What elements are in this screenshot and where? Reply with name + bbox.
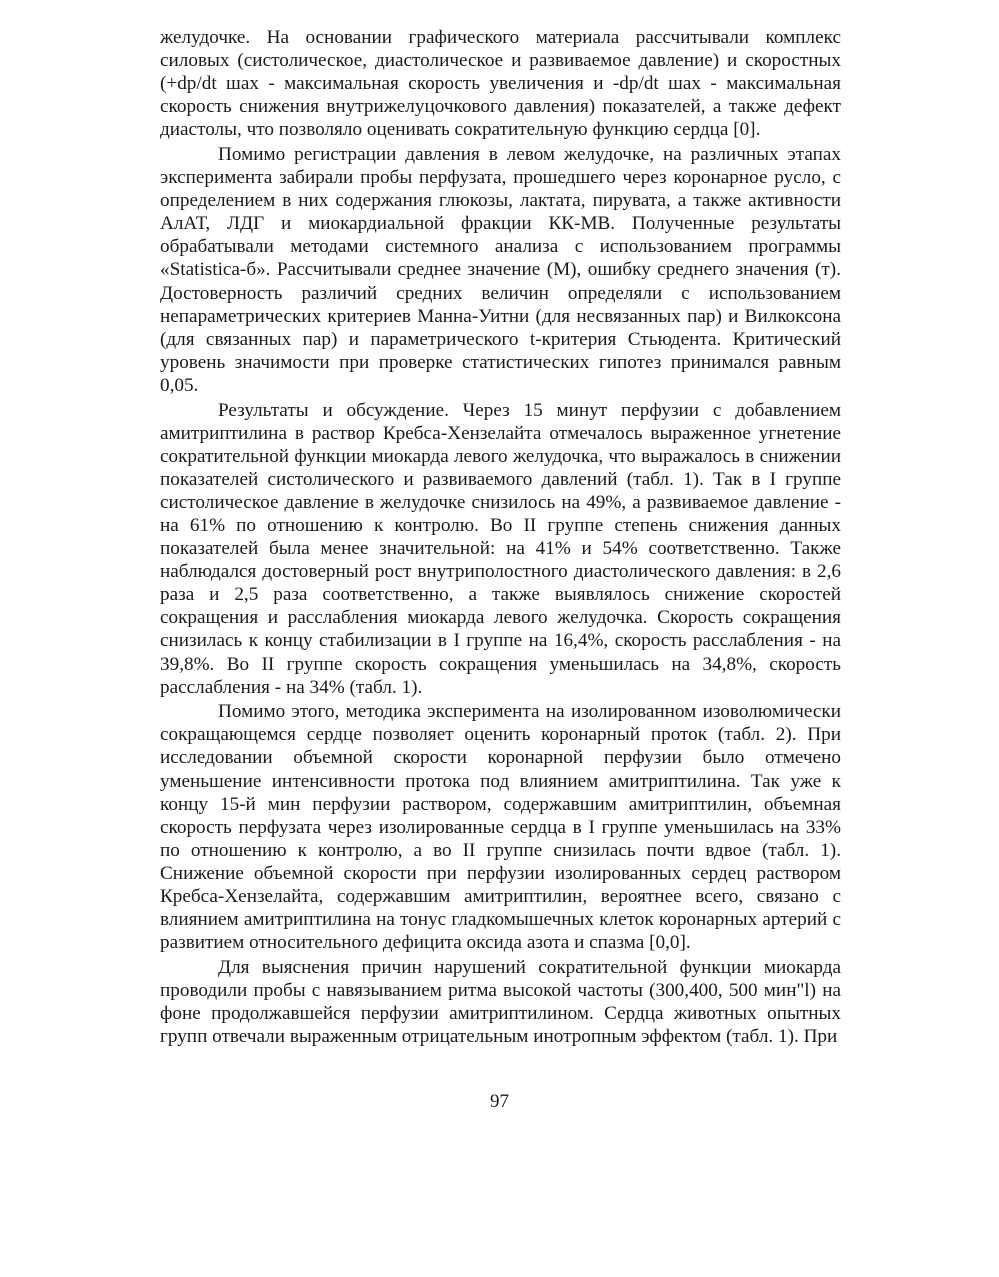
paragraph-pacing-tests: Для выяснения причин нарушений сократительной функции миокарда проводили пробы с навязыванием ритма высокой частоты (300,400, 500 мин"l) на фоне продолжавшейся перфузии амитриптилином. Сердца животных опытных групп отвечали выраженным отрицательным инотропным эффектом (табл. 1). При — [160, 956, 841, 1048]
paragraph-methods-statistics: Помимо регистрации давления в левом желудочке, на различных этапах эксперимента забирали пробы перфузата, прошедшего через коронарное русло, с определением в них содержания глюкозы, лактата, пирувата, а также активности АлАТ, ЛДГ и миокардиальной фракции КК-МВ. Полученные результаты обрабатывали методами системного анализа с использованием программы «Statistica-б». Рассчитывали среднее значение (М), ошибку среднего значения (т). Достоверность различий средних величин определяли с использованием непараметрических критериев Манна-Уитни (для несвязанных пар) и Вилкоксона (для связанных пар) и параметрического t-критерия Стьюдента. Критический уровень значимости при проверке статистических гипотез принимался равным 0,05. — [160, 143, 841, 396]
paragraph-coronary-flow: Помимо этого, методика эксперимента на изолированном изоволюмически сокращающемся сердце позволяет оценить коронарный проток (табл. 2). При исследовании объемной скорости коронарной перфузии было отмечено уменьшение интенсивности протока под влиянием амитриптилина. Так уже к концу 15-й мин перфузии раствором, содержавшим амитриптилин, объемная скорость перфузата через изолированные сердца в I группе уменьшилась на 33% по отношению к контролю, а во II группе снизилась почти вдвое (табл. 1). Снижение объемной скорости при перфузии изолированных сердец раствором Кребса-Хензелайта, содержавшим амитриптилин, вероятнее всего, связано с влиянием амитриптилина на тонус гладкомышечных клеток коронарных артерий с развитием относительного дефицита оксида азота и спазма [0,0]. — [160, 701, 841, 954]
page-body — [160, 26, 841, 1048]
paragraph-methods-end: желудочке. На основании графического материала рассчитывали комплекс силовых (систолическое, диастолическое и развиваемое давление) и скоростных (+dp/dt шах - максимальная скорость увеличения и -dp/dt шах - максимальная скорость снижения внутрижелуцочкового давления) показателей, а также дефект диастолы, что позволяло оценивать сократительную функцию сердца [0]. — [160, 27, 841, 141]
page-number: 97 — [490, 1091, 509, 1112]
paragraph-results: Результаты и обсуждение. Через 15 минут перфузии с добавлением амитриптилина в раствор Кребса-Хензелайта отмечалось выраженное угнетение сократительной функции миокарда левого желудочка, что выражалось в снижении показателей систолического и развиваемого давлений (табл. 1). Так в I группе систолическое давление в желудочке снизилось на 49%, а развиваемое давление - на 61% по отношению к контролю. Во II группе степень снижения данных показателей была менее значительной: на 41% и 54% соответственно. Также наблюдался достоверный рост внутриполостного диастолического давления: в 2,6 раза и 2,5 раза соответственно, а также выявлялось снижение скоростей сокращения и расслабления миокарда левого желудочка. Скорость сокращения снизилась к концу стабилизации в I группе на 16,4%, скорость расслабления - на 39,8%. Во II группе скорость сокращения уменьшилась на 34,8%, скорость расслабления - на 34% (табл. 1). — [160, 399, 841, 698]
